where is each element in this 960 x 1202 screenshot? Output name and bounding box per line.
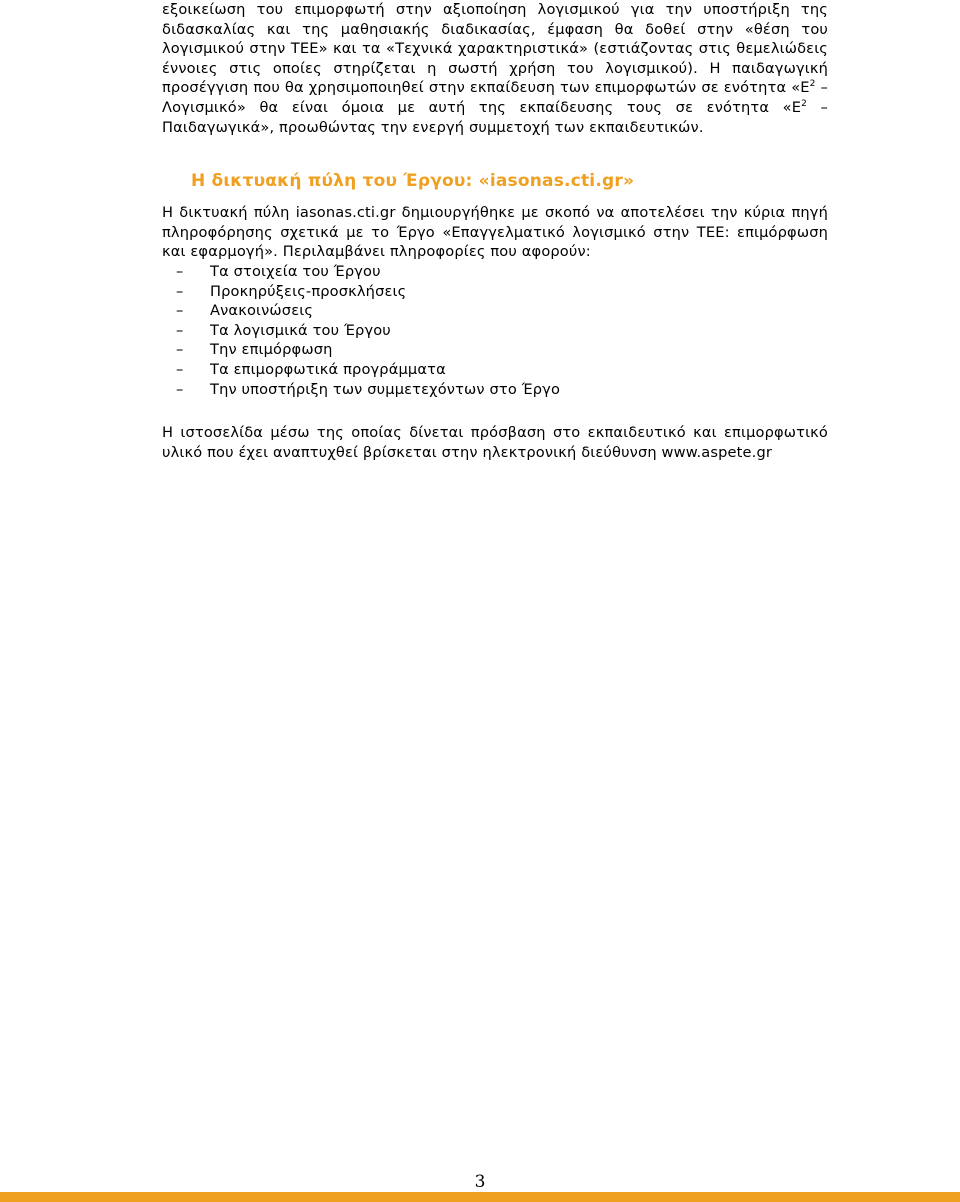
document-page xyxy=(162,0,828,462)
list-item xyxy=(162,262,828,282)
list-item-text: Προκηρύξεις-προσκλήσεις xyxy=(210,282,407,300)
list-spacer xyxy=(162,399,828,423)
dash-bullet: – xyxy=(176,360,184,378)
list-item xyxy=(162,321,828,341)
paragraph1-text-middle: – Λογισμικό» θα είναι όμοια με αυτή της εκπαίδευσης τους σε ενότητα «Ε xyxy=(162,79,828,116)
portal-info-list xyxy=(162,262,828,399)
superscript-2b: 2 xyxy=(801,98,807,109)
list-item xyxy=(162,282,828,302)
list-item xyxy=(162,360,828,380)
dash-bullet: – xyxy=(176,380,184,398)
dash-bullet: – xyxy=(176,321,184,339)
section-heading-text: Η δικτυακή πύλη του Έργου: xyxy=(191,171,479,192)
list-item xyxy=(162,380,828,400)
paragraph-training-approach xyxy=(162,0,828,137)
paragraph-website-address: Η ιστοσελίδα μέσω της οποίας δίνεται πρόσβαση στο εκπαιδευτικό και επιμορφωτικό υλικό που έχει αναπτυχθεί βρίσκεται στην ηλεκτρονική διεύθυνση www.aspete.gr xyxy=(162,424,828,461)
section-heading-url: «iasonas.cti.gr» xyxy=(478,171,635,192)
dash-bullet: – xyxy=(176,302,184,320)
page-number: 3 xyxy=(474,1172,486,1192)
list-item-text: Ανακοινώσεις xyxy=(210,302,314,320)
dash-bullet: – xyxy=(176,282,184,300)
paragraph1-text-after: – Παιδαγωγικά», προωθώντας την ενεργή συμμετοχή των εκπαιδευτικών. xyxy=(162,98,828,136)
footer-accent-bar xyxy=(0,1192,960,1202)
section-heading xyxy=(191,170,828,192)
heading-spacer xyxy=(162,192,828,203)
list-item-text: Τα επιμορφωτικά προγράμματα xyxy=(210,360,446,378)
list-item-text: Την επιμόρφωση xyxy=(210,341,333,359)
paragraph1-text-before: εξοικείωση του επιμορφωτή στην αξιοποίηση λογισμικού για την υποστήριξη της διδασκαλίας και της μαθησιακής διαδικασίας, έμφαση θα δοθεί στην «θέση του λογισμικού στην ΤΕΕ» και τα «Τεχνικά χαρακτηριστικά» (εστιάζοντας στις θεμελιώδεις έννοιες στις οποίες στηρίζεται η σωστή χρήση του λογισμικού). Η παιδαγωγική προσέγγιση που θα χρησιμοποιηθεί στην εκπαίδευση των επιμορφωτών σε ενότητα «Ε xyxy=(162,1,828,97)
list-item-text: Την υποστήριξη των συμμετεχόντων στο Έργο xyxy=(210,380,561,398)
list-item-text: Τα λογισμικά του Έργου xyxy=(210,321,391,339)
list-item xyxy=(162,301,828,321)
superscript-2a: 2 xyxy=(809,79,816,90)
dash-bullet: – xyxy=(176,341,184,359)
dash-bullet: – xyxy=(176,262,184,280)
paragraph-portal-description: Η δικτυακή πύλη iasonas.cti.gr δημιουργήθηκε με σκοπό να αποτελέσει την κύρια πηγή πληροφόρησης σχετικά με το Έργο «Επαγγελματικό λογισμικό στην ΤΕΕ: επιμόρφωση και εφαρμογή». Περιλαμβάνει πληροφορίες που αφορούν: xyxy=(162,204,828,261)
list-item xyxy=(162,340,828,360)
list-item-text: Τα στοιχεία του Έργου xyxy=(210,262,381,280)
